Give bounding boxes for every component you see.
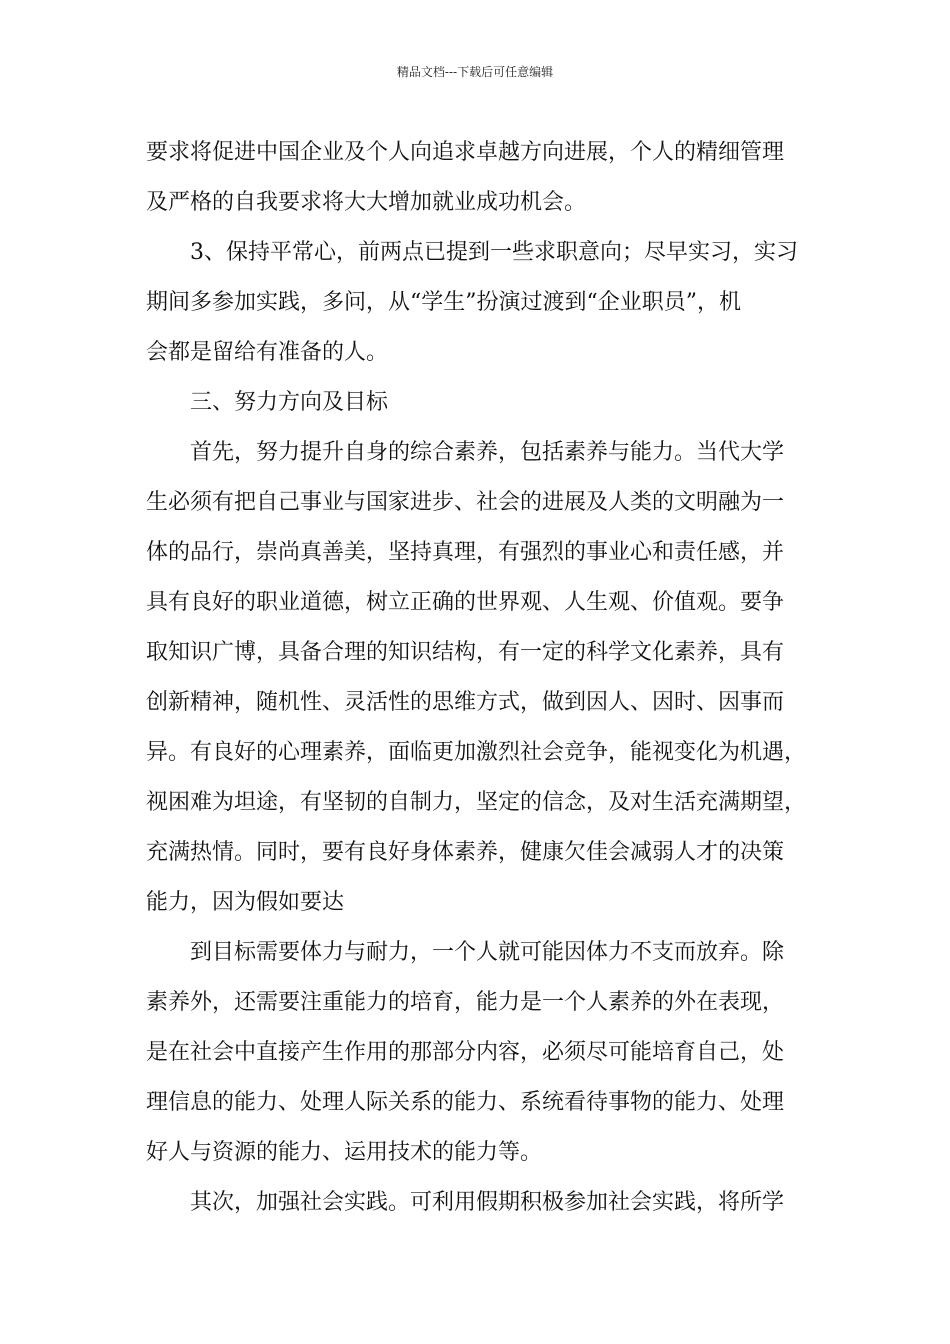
text-line: 具有良好的职业道德，树立正确的世界观、人生观、价值观。要争 — [146, 590, 785, 615]
text-line: 首先，努力提升自身的综合素养，包括素养与能力。当代大学 — [190, 440, 785, 465]
section-heading — [146, 378, 818, 428]
text-line: 充满热情。同时，要有良好身体素养，健康欠佳会减弱人才的决策 — [146, 840, 785, 865]
text-line: 理信息的能力、处理人际关系的能力、系统看待事物的能力、处理 — [146, 1090, 785, 1115]
text-line: 是在社会中直接产生作用的那部分内容，必须尽可能培育自己，处 — [146, 1040, 785, 1065]
paragraph-1 — [146, 128, 818, 228]
text-line: 会都是留给有准备的人。 — [146, 340, 389, 365]
text-line: 三、努力方向及目标 — [190, 390, 389, 415]
text-line: 能力，因为假如要达 — [146, 890, 345, 915]
text-line: 到目标需要体力与耐力，一个人就可能因体力不支而放弃。除 — [190, 940, 785, 965]
paragraph-2 — [146, 228, 818, 378]
document-body — [146, 128, 818, 1228]
page-header: 精品文档---下载后可任意编辑 — [396, 65, 554, 79]
text-line: 好人与资源的能力、运用技术的能力等。 — [146, 1140, 543, 1165]
text-line: 及严格的自我要求将大大增加就业成功机会。 — [146, 190, 587, 215]
text-line: 异。有良好的心理素养，面临更加激烈社会竞争，能视变化为机遇， — [146, 740, 807, 765]
text-line: 生必须有把自己事业与国家进步、社会的进展及人类的文明融为一 — [146, 490, 785, 515]
text-line: 其次，加强社会实践。可利用假期积极参加社会实践，将所学 — [190, 1190, 785, 1215]
text-line: 要求将促进中国企业及个人向追求卓越方向进展，个人的精细管理 — [146, 140, 785, 165]
paragraph-3 — [146, 428, 818, 928]
text-line: 素养外，还需要注重能力的培育，能力是一个人素养的外在表现， — [146, 990, 785, 1015]
paragraph-4 — [146, 928, 818, 1178]
text-line: 创新精神，随机性、灵活性的思维方式，做到因人、因时、因事而 — [146, 690, 785, 715]
text-line: 体的品行，崇尚真善美，坚持真理，有强烈的事业心和责任感，并 — [146, 540, 785, 565]
text-line: 期间多参加实践，多问，从“学生”扮演过渡到“企业职员”，机 — [146, 290, 741, 315]
paragraph-5 — [146, 1178, 818, 1228]
text-line: 视困难为坦途，有坚韧的自制力，坚定的信念，及对生活充满期望， — [146, 790, 807, 815]
text-line: 3、保持平常心，前两点已提到一些求职意向；尽早实习，实习 — [190, 240, 798, 265]
text-line: 取知识广博，具备合理的知识结构，有一定的科学文化素养，具有 — [146, 640, 785, 665]
